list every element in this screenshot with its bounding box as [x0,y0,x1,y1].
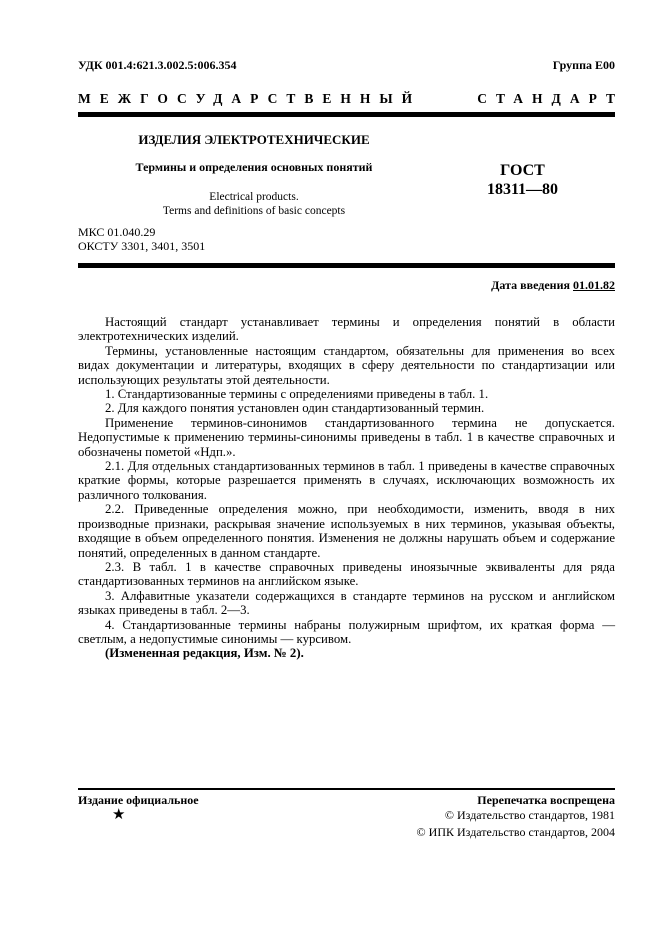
group-code: Группа Е00 [552,58,615,72]
body-paragraph: 3. Алфавитные указатели содержащихся в стандарте терминов на русском и английском языках приведены в табл. 2—3. [78,588,615,618]
udk-code: УДК 001.4:621.3.002.5:006.354 [78,58,237,72]
document-title-ru: ИЗДЕЛИЯ ЭЛЕКТРОТЕХНИЧЕСКИЕ [138,132,370,147]
footer-bottom-row [78,807,615,840]
effective-date-row [78,278,615,292]
title-block [78,117,615,218]
body-paragraph: 2. Для каждого понятия установлен один стандартизованный термин. [105,401,485,416]
body-paragraph: 4. Стандартизованные термины набраны полужирным шрифтом, их краткая форма — светлым, а недопустимые синонимы — курсивом. [78,617,615,646]
mks-code: МКС 01.040.29 [78,225,156,239]
reprint-forbidden-label: Перепечатка воспрещена [477,793,615,807]
effective-date-label: Дата введения [491,278,570,292]
gost-designation-line2: 18311—80 [486,181,559,198]
footer-rule [78,788,615,790]
copyright-block [417,807,615,840]
standard-type-word-1: МЕЖГОСУДАРСТВЕННЫЙ [78,91,422,106]
body-paragraph: 2.3. В табл. 1 в качестве справочных приведены иноязычные эквиваленты для ряда стандартизованных терминов на английском языке. [78,559,615,589]
document-title-en-line2: Terms and definitions of basic concepts [162,204,346,217]
body-paragraph: Термины, установленные настоящим стандартом, обязательны для применения во всех видах документации и литературы, входящих в сферу деятельности по стандартизации или использующих результаты этой деятельности. [78,343,615,387]
footer-labels-row [78,793,615,807]
page-content [78,0,624,661]
gost-designation [430,161,615,199]
body-paragraph: 2.2. Приведенные определения можно, при необходимости, изменить, вводя в них производные признаки, раскрывая значение используемых в них терминов, указывая объекты, входящие в объем определенного понятия. Изменения не должны нарушать объем и содержание понятий, определенных в данном стандарте. [78,502,615,560]
body-paragraph: Настоящий стандарт устанавливает термины и определения понятий в области электротехнических изделий. [78,315,615,344]
title-right-column [430,117,615,218]
standard-type-heading [78,91,624,106]
body-paragraph: 1. Стандартизованные термины с определениями приведены в табл. 1. [105,387,489,402]
okstu-code: ОКСТУ 3301, 3401, 3501 [78,239,206,253]
horizontal-rule-mid [78,263,615,268]
body-paragraph: Применение терминов-синонимов стандартизованного термина не допускается. Недопустимые к применению термины-синонимы приведены в табл. 1 в качестве справочных и обозначены пометой «Ндп.». [78,415,615,459]
revision-note: (Измененная редакция, Изм. № 2). [105,646,304,661]
body-paragraph: 2.1. Для отдельных стандартизованных терминов в табл. 1 приведены в качестве справочных краткие формы, которые разрешается применять в случаях, исключающих возможность их различного толкования. [78,459,615,502]
copyright-line-2004: © ИПК Издательство стандартов, 2004 [416,824,615,839]
page-footer [78,788,615,840]
codes-block [78,225,615,253]
classification-row [78,58,615,72]
effective-date-value: 01.01.82 [573,278,615,292]
official-edition-label: Издание официальное [78,793,199,807]
document-title-en-line1: Electrical products. [209,191,299,203]
title-left-column [78,117,430,218]
copyright-line-1981: © Издательство стандартов, 1981 [444,808,615,822]
document-body [78,315,615,661]
document-subtitle-ru: Термины и определения основных понятий [135,160,373,174]
star-icon: ★ [112,807,126,823]
gost-designation-line1: ГОСТ [500,162,545,179]
standard-type-word-2: СТАНДАРТ [477,91,624,106]
